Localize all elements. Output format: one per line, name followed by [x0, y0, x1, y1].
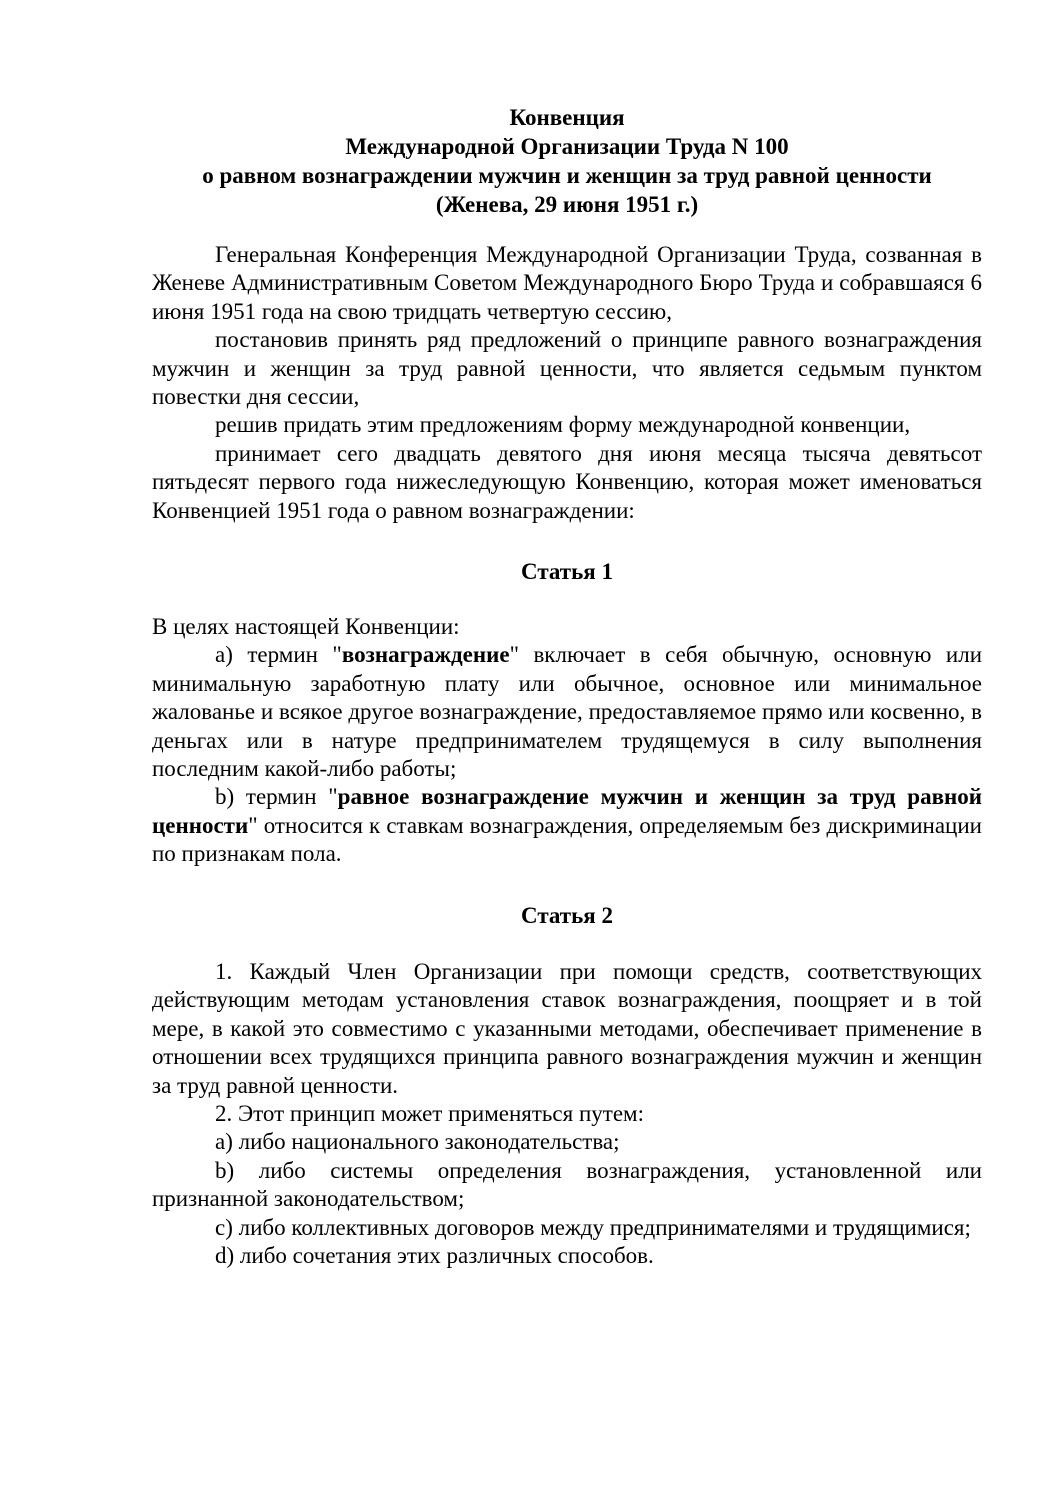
article-1-heading: Статья 1 [521, 559, 613, 584]
title-line-4: (Женева, 29 июня 1951 г.) [435, 192, 699, 217]
article-2-item-b: b) либо системы определения вознаграждения, установленной или признанной законодательством; [152, 1157, 982, 1212]
item-b-prefix: b) термин " [215, 784, 338, 810]
term-equal-remuneration: равное вознаграждение мужчин и женщин за труд равной ценности [152, 784, 983, 838]
article-2-item-a: а) либо национального законодательства; [215, 1129, 620, 1155]
preamble-paragraph-3: решив придать этим предложениям форму международной конвенции, [215, 412, 911, 438]
title-line-3: о равном вознаграждении мужчин и женщин за труд равной ценности [202, 163, 932, 188]
article-1-item-a [152, 641, 982, 783]
item-a-text: " включает в себя обычную, основную или минимальную заработную плату или обычное, основное или минимальное жалованье и всякое другое вознаграждение, предоставляемое прямо или косвенно, в деньгах или в натуре предпринимателем трудящемуся в силу выполнения последним какой-либо работы; [152, 642, 983, 782]
article-2-item-d: d) либо сочетания этих различных способов. [215, 1243, 654, 1269]
preamble-paragraph-1: Генеральная Конференция Международной Организации Труда, созванная в Женеве Административным Советом Международного Бюро Труда и собравшаяся 6 июня 1951 года на свою тридцать четвертую сессию, [152, 242, 982, 324]
article-2-heading: Статья 2 [521, 903, 613, 928]
article-2-body [152, 958, 982, 1270]
item-a-prefix: а) термин " [215, 642, 342, 668]
preamble [152, 241, 982, 525]
article-2-paragraph-2: 2. Этот принцип может применяться путем: [215, 1101, 644, 1127]
article-1-intro: В целях настоящей Конвенции: [152, 614, 460, 639]
article-2-paragraph-1: 1. Каждый Член Организации при помощи средств, соответствующих действующим методам установления ставок вознаграждения, поощряет и в той мере, в какой это совместимо с указанными методами, обеспечивает применение в отношении всех трудящихся принципа равного вознаграждения мужчин и женщин за труд равной ценности. [152, 959, 982, 1098]
term-remuneration: вознаграждение [341, 642, 510, 668]
article-2-item-c: с) либо коллективных договоров между предпринимателями и трудящимися; [215, 1214, 971, 1240]
document-title [152, 103, 982, 219]
article-1-item-b [152, 783, 982, 868]
title-line-2: Международной Организации Труда N 100 [345, 134, 789, 159]
article-1-body [152, 613, 982, 869]
item-b-text: " относится к ставкам вознаграждения, определяемым без дискриминации по признакам пола. [152, 812, 982, 867]
preamble-paragraph-4: принимает сего двадцать девятого дня июня месяца тысяча девятьсот пятьдесят первого года нижеследующую Конвенцию, которая может именоваться Конвенцией 1951 года о равном вознаграждении: [152, 440, 982, 523]
title-line-1: Конвенция [509, 105, 625, 130]
preamble-paragraph-2: постановив принять ряд предложений о принципе равного вознаграждения мужчин и женщин за труд равной ценности, что является седьмым пунктом повестки дня сессии, [152, 327, 982, 410]
